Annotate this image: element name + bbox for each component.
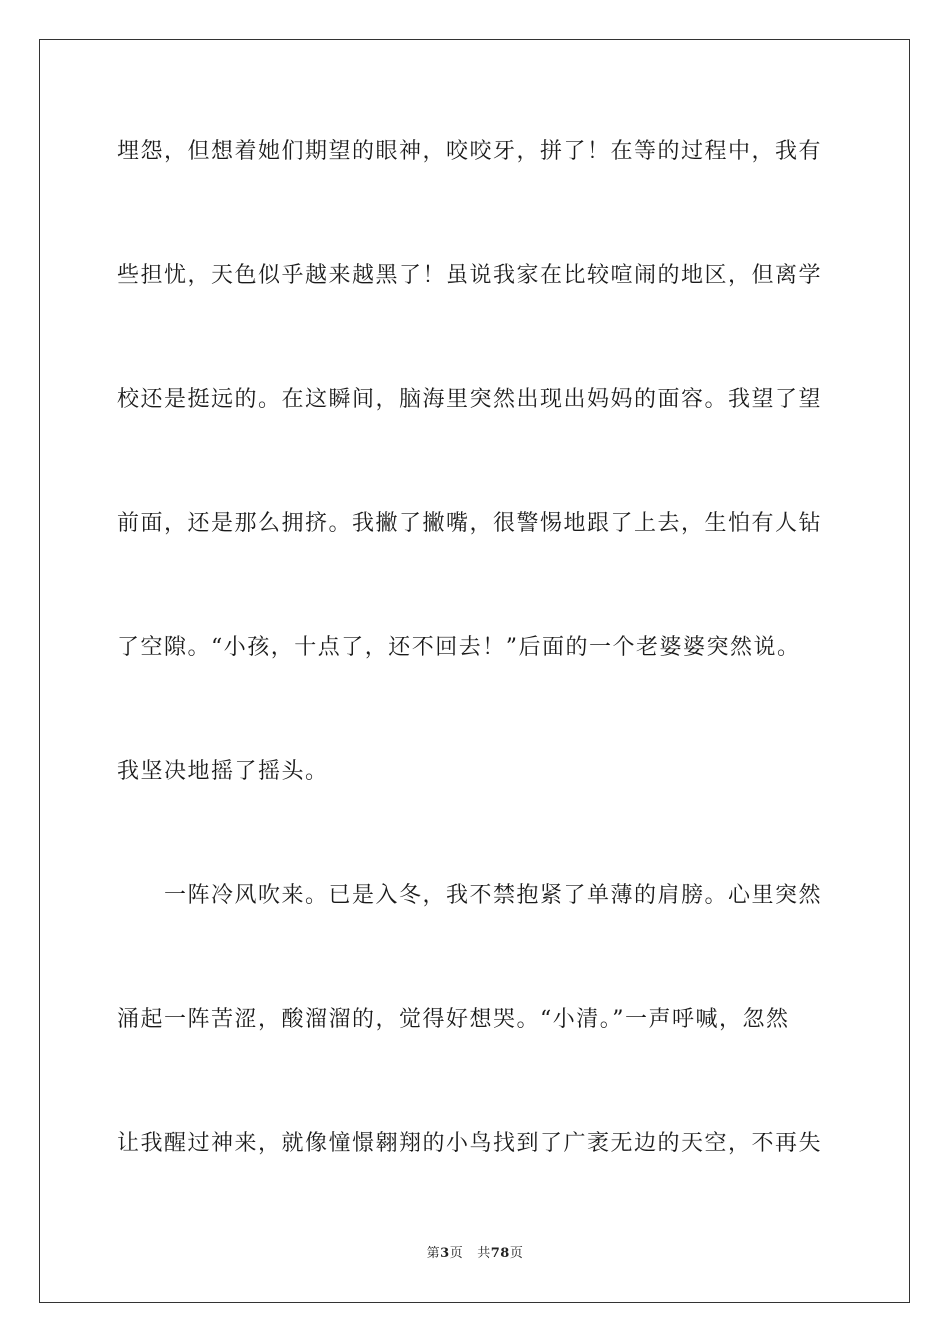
total-prefix: 共 (477, 1246, 491, 1261)
text-line-4: 前面，还是那么拥挤。我撇了撇嘴，很警惕地跟了上去，生怕有人钻 (117, 511, 823, 536)
page-footer (0, 1246, 950, 1262)
total-suffix: 页 (509, 1246, 524, 1261)
text-line-2: 些担忧，天色似乎越来越黑了！虽说我家在比较喧闹的地区，但离学 (117, 263, 823, 288)
text-line-7-paragraph-start: 一阵冷风吹来。已是入冬，我不禁抱紧了单薄的肩膀。心里突然 (164, 883, 823, 908)
text-line-6: 我坚决地摇了摇头。 (117, 759, 329, 784)
page-suffix: 页 (449, 1246, 464, 1261)
page-prefix: 第 (426, 1246, 441, 1261)
page-number: 3 (440, 1246, 450, 1261)
text-line-3: 校还是挺远的。在这瞬间，脑海里突然出现出妈妈的面容。我望了望 (117, 387, 823, 412)
page-border (39, 39, 910, 1303)
text-line-5: 了空隙。“小孩，十点了，还不回去！”后面的一个老婆婆突然说。 (117, 635, 801, 660)
text-line-8: 涌起一阵苦涩，酸溜溜的，觉得好想哭。“小清。”一声呼喊，忽然 (117, 1007, 790, 1032)
total-pages: 78 (490, 1246, 510, 1261)
text-line-9: 让我醒过神来，就像憧憬翱翔的小鸟找到了广袤无边的天空，不再失 (117, 1131, 823, 1156)
text-line-1: 埋怨，但想着她们期望的眼神，咬咬牙，拼了！在等的过程中，我有 (117, 139, 823, 164)
